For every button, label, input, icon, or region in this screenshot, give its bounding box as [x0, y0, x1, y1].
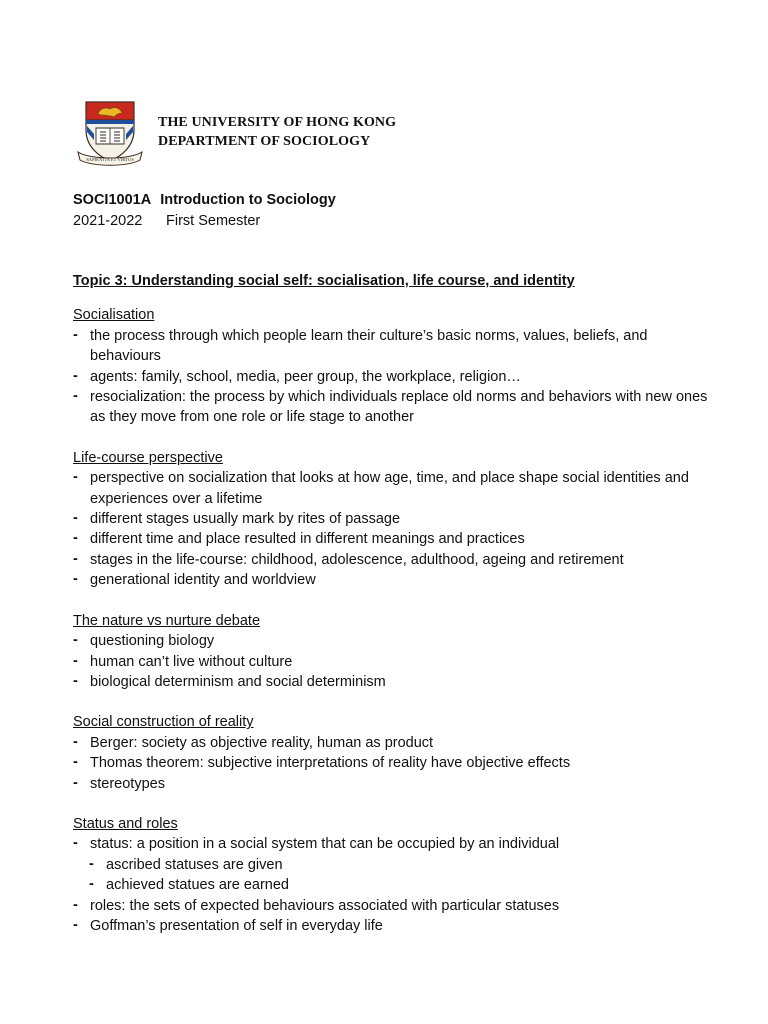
bullet-item — [73, 326, 713, 367]
bullet-item — [73, 631, 713, 651]
bullet-text: different stages usually mark by rites of passage — [90, 511, 401, 528]
bullet-text: human can’t live without culture — [90, 653, 293, 670]
university-crest-logo — [74, 96, 146, 168]
sub-list-wrapper — [73, 855, 713, 896]
bullet-item — [73, 916, 713, 936]
semester: First Semester — [166, 213, 261, 229]
bullet-item — [73, 834, 713, 854]
university-name: THE UNIVERSITY OF HONG KONG — [158, 115, 397, 130]
bullet-list — [73, 326, 713, 428]
bullet-list — [73, 733, 713, 794]
bullet-text: questioning biology — [90, 633, 215, 650]
section — [73, 305, 713, 427]
bullet-text: roles: the sets of expected behaviours associated with particular statuses — [90, 897, 560, 914]
section-title: Life-course perspective — [73, 449, 223, 466]
bullet-text: status: a position in a social system that can be occupied by an individual — [90, 836, 560, 853]
bullet-item — [73, 896, 713, 916]
course-term-row — [73, 211, 336, 232]
academic-year: 2021-2022 — [73, 213, 143, 229]
bullet-item — [73, 367, 713, 387]
bullet-item — [73, 672, 713, 692]
section — [73, 814, 713, 936]
bullet-list — [73, 468, 713, 590]
section — [73, 712, 713, 794]
sub-bullet-item: - ascribed statuses are given — [73, 855, 713, 875]
course-title-row — [73, 190, 336, 211]
bullet-text: generational identity and worldview — [90, 572, 316, 589]
sub-bullet-item: - achieved statues are earned — [73, 875, 713, 895]
bullet-text: agents: family, school, media, peer group, the workplace, religion… — [90, 368, 521, 385]
bullet-item — [73, 774, 713, 794]
sub-bullet-list — [73, 855, 713, 896]
institution-name — [158, 113, 396, 151]
bullet-list — [73, 631, 713, 692]
bullet-item — [73, 550, 713, 570]
letterhead — [74, 96, 396, 168]
section-title: Status and roles — [73, 815, 178, 832]
bullet-text: Thomas theorem: subjective interpretations of reality have objective effects — [90, 755, 571, 772]
bullet-text: Goffman’s presentation of self in everyday life — [90, 917, 383, 934]
topic-heading: Topic 3: Understanding social self: socialisation, life course, and identity — [73, 273, 575, 289]
bullet-item — [73, 733, 713, 753]
bullet-item — [73, 529, 713, 549]
section-title: Socialisation — [73, 307, 155, 324]
bullet-text: stages in the life-course: childhood, adolescence, adulthood, ageing and retirement — [90, 551, 624, 568]
section-title: The nature vs nurture debate — [73, 612, 261, 629]
bullet-text: stereotypes — [90, 775, 165, 792]
bullet-text: different time and place resulted in different meanings and practices — [90, 531, 525, 548]
bullet-text: the process through which people learn their culture’s basic norms, values, beliefs, and behaviours — [90, 327, 648, 365]
bullet-list — [73, 834, 713, 936]
section-title: Social construction of reality — [73, 714, 254, 731]
bullet-text: Berger: society as objective reality, human as product — [90, 734, 434, 751]
notes-body — [73, 271, 713, 956]
bullet-text: resocialization: the process by which individuals replace old norms and behaviors with new ones as they move from one role or life stage to another — [90, 389, 708, 426]
bullet-item — [73, 509, 713, 529]
course-title: Introduction to Sociology — [160, 192, 336, 208]
bullet-item — [73, 468, 713, 509]
bullet-item — [73, 652, 713, 672]
course-code: SOCI1001A — [73, 192, 152, 208]
section — [73, 448, 713, 591]
section — [73, 611, 713, 693]
bullet-item — [73, 387, 713, 428]
bullet-text: biological determinism and social determinism — [90, 673, 386, 690]
bullet-text: perspective on socialization that looks at how age, time, and place shape social identities and experiences over a lifetime — [90, 470, 689, 507]
course-info — [73, 190, 336, 232]
sections-container — [73, 305, 713, 936]
crest-motto: SAPIENTIA ET VIRTUS — [86, 157, 134, 162]
department-name: DEPARTMENT OF SOCIOLOGY — [158, 134, 371, 149]
bullet-item — [73, 753, 713, 773]
bullet-item — [73, 570, 713, 590]
